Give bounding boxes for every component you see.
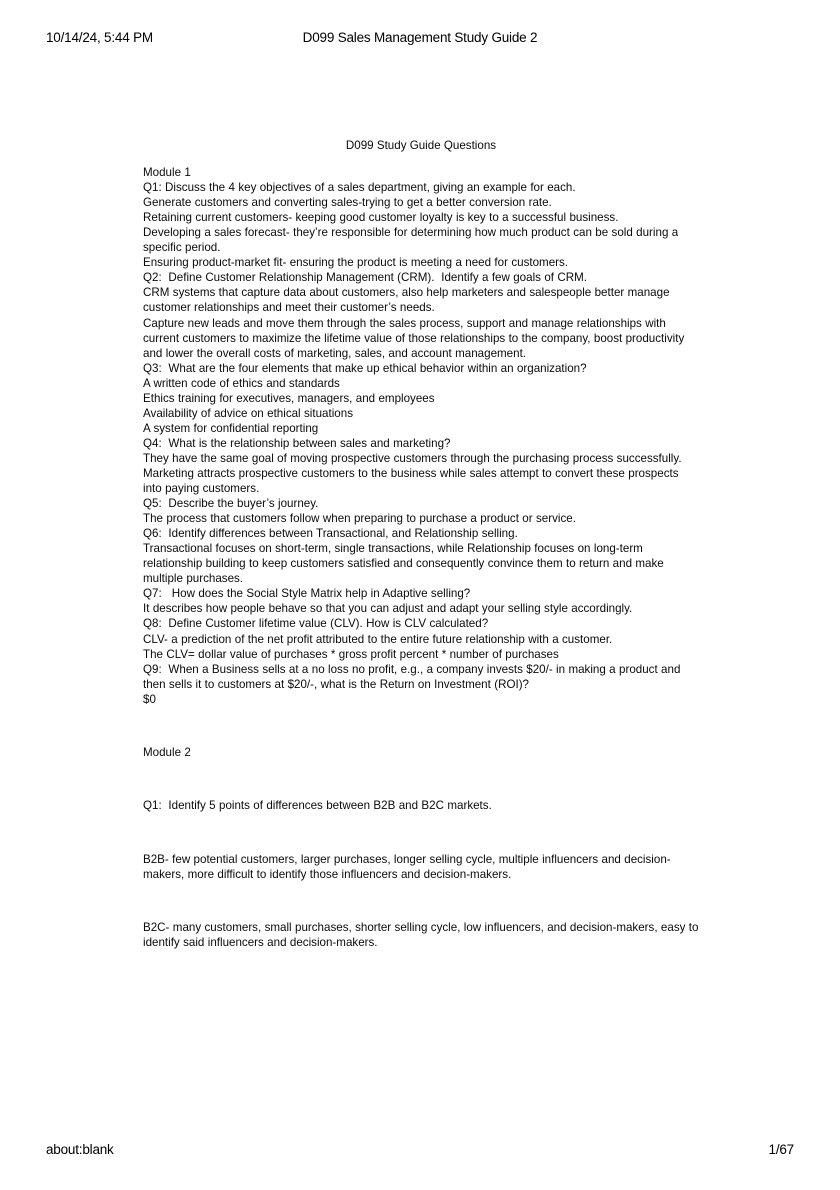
document-paragraph: Module 1: [143, 166, 191, 180]
document-paragraph: Q7: How does the Social Style Matrix help in Adaptive selling?: [143, 587, 471, 601]
document-paragraph: CLV- a prediction of the net profit attributed to the entire future relationship with a customer.: [143, 632, 613, 646]
print-header-date: 10/14/24, 5:44 PM: [46, 30, 153, 45]
document-body: [143, 138, 702, 950]
document-title: D099 Study Guide Questions: [345, 139, 497, 152]
print-header: [0, 30, 840, 50]
print-footer-page-number: 1/67: [768, 1142, 794, 1157]
document-paragraph: Q8: Define Customer lifetime value (CLV). How is CLV calculated?: [143, 617, 489, 631]
document-paragraph: Capture new leads and move them through the sales process, support and manage relationships with current customers to maximize the lifetime value of those relationships to the company, boost productivity and lower the overall costs of marketing, sales, and account management.: [143, 316, 688, 360]
document-paragraph: The CLV= dollar value of purchases * gross profit percent * number of purchases: [143, 647, 559, 661]
document-paragraph: Module 2: [143, 745, 191, 759]
document-paragraph: A system for confidential reporting: [143, 421, 319, 435]
document-paragraph: Q2: Define Customer Relationship Management (CRM). Identify a few goals of CRM.: [143, 271, 587, 285]
document-paragraph-list: [143, 165, 702, 950]
document-paragraph: Q1: Identify 5 points of differences between B2B and B2C markets.: [143, 799, 492, 813]
document-paragraph: Transactional focuses on short-term, single transactions, while Relationship focuses on long-term relationship building to keep customers satisfied and consequently convince them to return and make multiple purchases.: [143, 542, 668, 586]
document-paragraph: Q6: Identify differences between Transactional, and Relationship selling.: [143, 527, 518, 541]
document-paragraph: CRM systems that capture data about customers, also help marketers and salespeople better manage customer relationships and meet their customer’s needs.: [143, 286, 673, 315]
document-paragraph: Availability of advice on ethical situations: [143, 406, 353, 420]
document-paragraph: It describes how people behave so that you can adjust and adapt your selling style accordingly.: [143, 602, 633, 616]
paragraph-spacer: [143, 772, 699, 787]
print-footer-url: about:blank: [46, 1142, 114, 1157]
document-paragraph: The process that customers follow when preparing to purchase a product or service.: [143, 512, 576, 526]
paragraph-spacer: [143, 718, 699, 733]
document-paragraph: B2C- many customers, small purchases, shorter selling cycle, low influencers, and decision-makers, easy to identify said influencers and decision-makers.: [143, 920, 702, 949]
paragraph-spacer: [143, 893, 699, 908]
print-footer: [0, 1142, 840, 1162]
document-paragraph: They have the same goal of moving prospective customers through the purchasing process successfully. Marketing attracts prospective customers to the business while sales attempt to convert these prospects into paying customers.: [143, 451, 685, 496]
document-paragraph: Developing a sales forecast- they’re responsible for determining how much product can be sold during a specific period.: [143, 226, 682, 255]
document-paragraph: Q5: Describe the buyer’s journey.: [143, 497, 319, 511]
document-paragraph: Q1: Discuss the 4 key objectives of a sales department, giving an example for each.: [143, 181, 576, 195]
document-paragraph: B2B- few potential customers, larger purchases, longer selling cycle, multiple influencers and decision-makers, more difficult to identify those influencers and decision-makers.: [143, 852, 671, 881]
document-paragraph: Q4: What is the relationship between sales and marketing?: [143, 436, 451, 450]
document-paragraph: Q3: What are the four elements that make up ethical behavior within an organization?: [143, 361, 587, 375]
document-paragraph: Retaining current customers- keeping good customer loyalty is key to a successful business.: [143, 211, 619, 225]
document-paragraph: Ensuring product-market fit- ensuring the product is meeting a need for customers.: [143, 256, 569, 270]
document-paragraph: A written code of ethics and standards: [143, 376, 340, 390]
document-paragraph: Q9: When a Business sells at a no loss no profit, e.g., a company invests $20/- in making a product and then sells it to customers at $20/-, what is the Return on Investment (ROI)?: [143, 662, 684, 691]
paragraph-spacer: [143, 825, 699, 840]
document-paragraph: Ethics training for executives, managers, and employees: [143, 391, 435, 405]
document-paragraph: Generate customers and converting sales-trying to get a better conversion rate.: [143, 196, 552, 210]
document-paragraph: $0: [143, 692, 156, 706]
print-header-title: D099 Sales Management Study Guide 2: [302, 30, 538, 45]
